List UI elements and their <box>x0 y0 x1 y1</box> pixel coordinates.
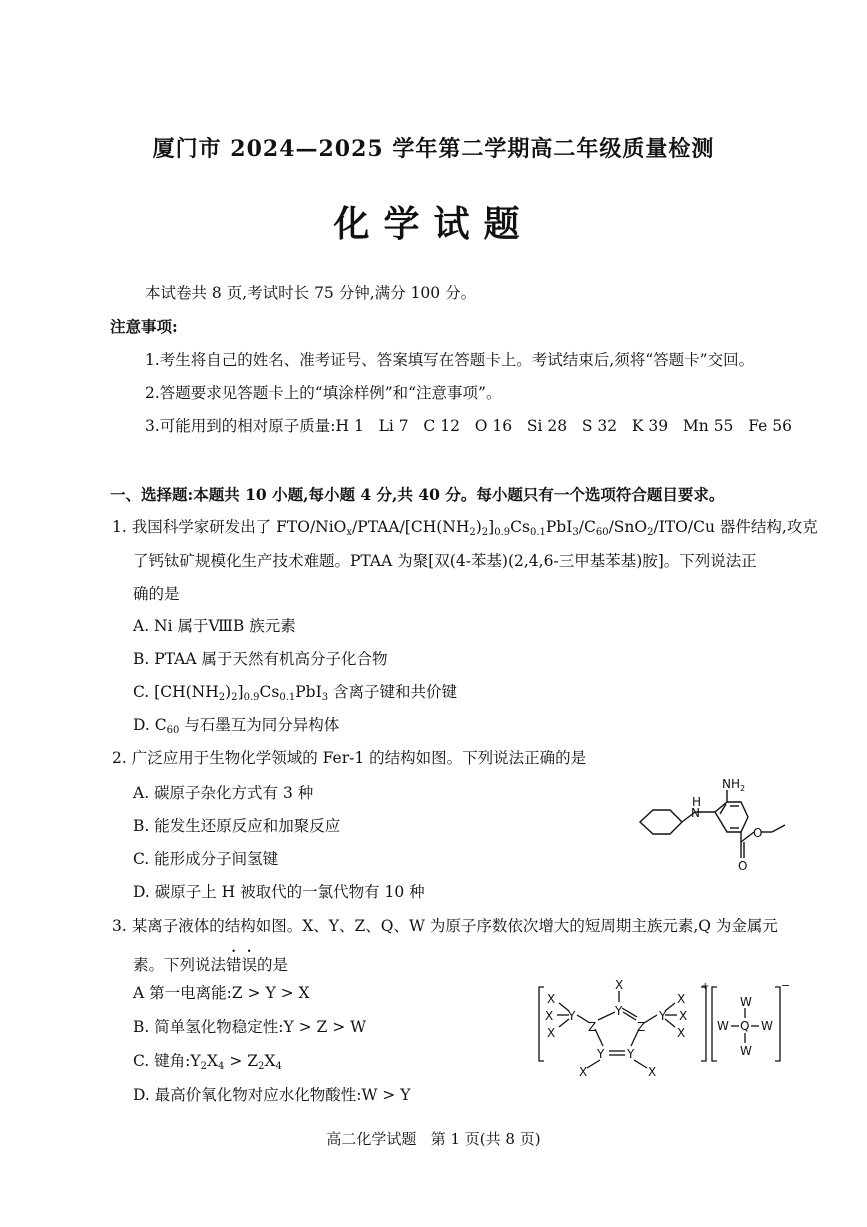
svg-text:Q: Q <box>740 1019 750 1033</box>
svg-text:−: − <box>781 979 791 992</box>
svg-text:Z: Z <box>588 1020 597 1034</box>
svg-text:Y: Y <box>615 1004 623 1018</box>
fer1-structure-diagram <box>630 770 800 875</box>
notice-item-3: 3.可能用到的相对原子质量:H 1 Li 7 C 12 O 16 Si 28 S 32 K 39 Mn 55 Fe 56 <box>145 417 792 435</box>
q3-stem-line2: 素。下列说法错误的是 <box>133 956 289 974</box>
q2-option-c: C. 能形成分子间氢键 <box>133 850 279 868</box>
svg-text:Y: Y <box>568 1009 576 1023</box>
svg-text:Z: Z <box>637 1020 646 1034</box>
q3-stem-line1: 3. 某离子液体的结构如图。X、Y、Z、Q、W 为原子序数依次增大的短周期主族元素,Q 为金属元 <box>112 917 778 935</box>
notice-heading: 注意事项: <box>110 317 178 336</box>
exam-header-title: 厦门市 2024—2025 学年第二学期高二年级质量检测 <box>152 136 715 162</box>
q2-option-a: A. 碳原子杂化方式有 3 种 <box>133 784 314 802</box>
svg-text:X: X <box>679 1009 688 1023</box>
page-footer: 高二化学试题 第 1 页(共 8 页) <box>326 1130 541 1148</box>
exam-intro: 本试卷共 8 页,考试时长 75 分钟,满分 100 分。 <box>145 284 477 302</box>
svg-text:W: W <box>717 1019 729 1033</box>
ester-o-label: O <box>753 826 763 840</box>
ionic-liquid-structure-diagram <box>535 975 795 1085</box>
section-heading: 一、选择题:本题共 10 小题,每小题 4 分,共 40 分。每小题只有一个选项符合题目要求。 <box>110 485 725 504</box>
q3-option-d: D. 最高价氧化物对应水化物酸性:W > Y <box>133 1086 411 1104</box>
svg-text:X: X <box>547 1026 556 1040</box>
q3-option-b: B. 简单氢化物稳定性:Y > Z > W <box>133 1018 367 1036</box>
svg-text:X: X <box>547 992 556 1006</box>
cyclohexane-ring <box>640 810 682 834</box>
svg-text:X: X <box>579 1065 588 1079</box>
svg-text:X: X <box>648 1065 657 1079</box>
svg-text:W: W <box>761 1019 773 1033</box>
q1-option-b: B. PTAA 属于天然有机高分子化合物 <box>133 650 388 668</box>
svg-text:Y: Y <box>597 1047 605 1061</box>
svg-text:Y: Y <box>627 1047 635 1061</box>
notice-item-1: 1.考生将自己的姓名、准考证号、答案填写在答题卡上。考试结束后,须将“答题卡”交回。 <box>145 351 755 369</box>
nh-n-label: N <box>691 806 700 820</box>
q1-option-c: C. $[CH(NH_2)_2]_{0.9}Cs_{0.1}PbI_3$ 含离子键和共价键 <box>133 683 458 703</box>
svg-text:Y: Y <box>659 1009 667 1023</box>
q1-stem-line2: 了钙钛矿规模化生产技术难题。PTAA 为聚[双(4-苯基)(2,4,6-三甲基苯基)胺]。下列说法正 <box>133 552 757 570</box>
svg-text:W: W <box>740 1044 752 1058</box>
q2-option-d: D. 碳原子上 H 被取代的一氯代物有 10 种 <box>133 883 425 901</box>
svg-text:+: + <box>701 981 710 992</box>
svg-text:X: X <box>677 992 686 1006</box>
q2-stem: 2. 广泛应用于生物化学领域的 Fer-1 的结构如图。下列说法正确的是 <box>112 749 587 767</box>
nh-h-label: H <box>692 795 702 809</box>
subject-title: 化学试题 <box>333 203 534 245</box>
q3-option-c: C. 键角$:Y_2X_4 > Z_2X_4$ <box>133 1052 282 1072</box>
carbonyl-o-label: O <box>738 859 748 873</box>
svg-text:X: X <box>615 978 624 992</box>
q2-option-b: B. 能发生还原反应和加聚反应 <box>133 817 341 835</box>
q1-option-d: D. $C_{60}$ 与石墨互为同分异构体 <box>133 716 340 736</box>
nh2-label: $NH_2$ <box>722 777 746 793</box>
q1-stem-line3: 确的是 <box>133 585 180 603</box>
svg-text:W: W <box>740 995 752 1009</box>
q3-option-a: A 第一电离能:Z > Y > X <box>133 984 310 1002</box>
q1-stem-line1: 1. 我国科学家研发出了 FTO/$NiO_x/PTAA/[CH(NH_2)_2]_{0.9}Cs_{0.1}PbI_3/C_{60}/SnO_2/ITO/Cu$ 器件结构,攻克 <box>112 518 818 538</box>
notice-item-2: 2.答题要求见答题卡上的“填涂样例”和“注意事项”。 <box>145 384 502 402</box>
svg-text:X: X <box>677 1026 686 1040</box>
svg-text:X: X <box>545 1009 554 1023</box>
q1-option-a: A. Ni 属于ⅧB 族元素 <box>133 617 296 635</box>
